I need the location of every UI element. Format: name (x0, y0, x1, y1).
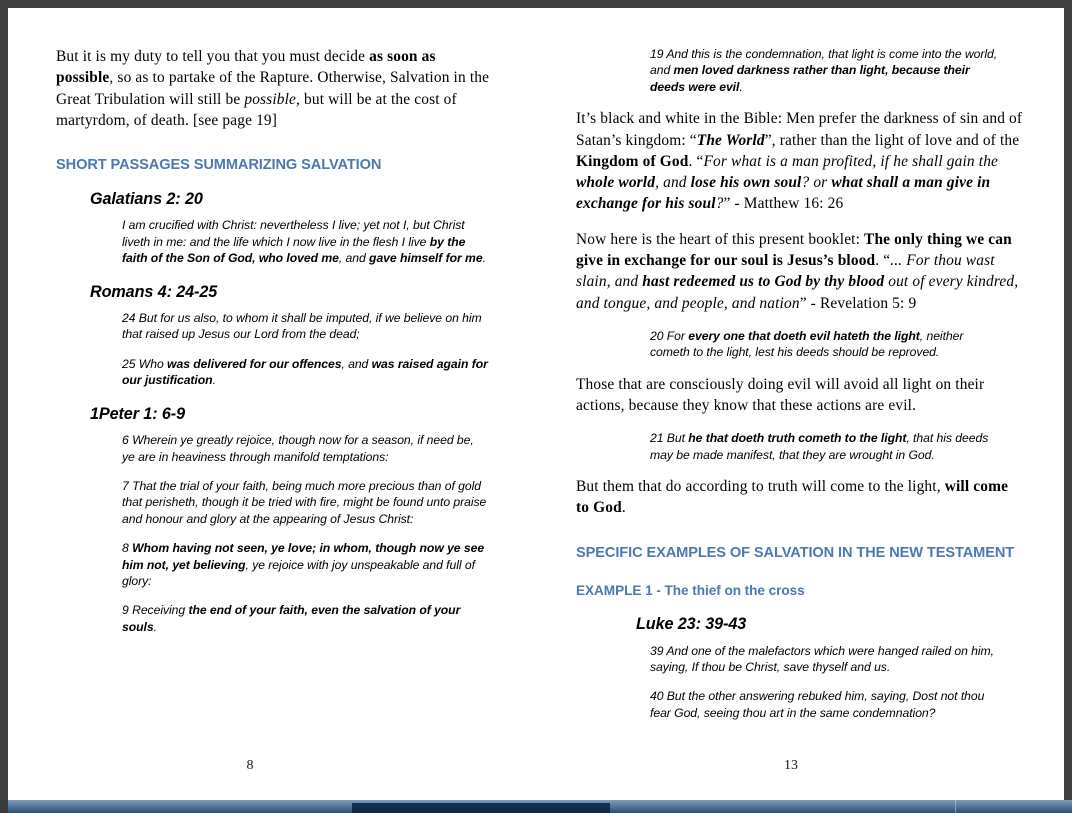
text-run: Those that are consciously doing evil will avoid all light on their actions, because they know that these actions are evil. (576, 375, 985, 414)
text-run: he that doeth truth cometh to the light (688, 431, 907, 446)
text-run: ? or (801, 174, 832, 192)
text-run: , and (341, 356, 372, 371)
body-paragraph (576, 374, 1024, 417)
text-run: 19 And this is the condemnation, that light is come into the world, and (650, 47, 998, 78)
text-run: , that his deeds may be made manifest, that they are wrought in God. (650, 431, 989, 462)
text-run: ? (715, 195, 724, 213)
text-run: 40 But the other answering rebuked him, saying, Dost not thou fear God, seeing thou art in the same condemnation? (650, 689, 985, 720)
text-run: But it is my duty to tell you that you must decide (56, 48, 370, 65)
text-run: possible (244, 90, 297, 108)
text-run: was raised again for our justification (122, 356, 488, 388)
taskbar-start-region[interactable] (0, 800, 8, 813)
scripture-verse (56, 432, 496, 465)
text-run: out of every kindred, and tongue, and people, and nation (576, 273, 1019, 312)
verse-group (56, 217, 496, 266)
taskbar[interactable] (0, 800, 1072, 813)
text-run: , neither cometh to the light, lest his deeds should be reproved. (650, 328, 964, 360)
subsection-heading-example-1: EXAMPLE 1 - The thief on the cross (576, 583, 805, 599)
scripture-verse (56, 310, 496, 343)
page-number-left: 8 (246, 758, 254, 773)
text-run: The only thing we can give in exchange for our soul is Jesus’s blood (576, 230, 1012, 269)
text-run: ... For thou wast slain, and (576, 252, 995, 291)
text-run: by the faith of the Son of God, who loved me (122, 234, 466, 266)
verse-group (56, 432, 496, 635)
scripture-reference: 1Peter 1: 6-9 (90, 404, 185, 423)
text-run: was delivered for our offences (167, 356, 342, 371)
text-run: ” - Revelation 5: 9 (799, 294, 917, 312)
text-run: ”, rather than the light of love and of the (764, 131, 1020, 149)
text-run: every one that doeth evil hateth the light (688, 328, 920, 343)
scripture-reference: Romans 4: 24-25 (90, 282, 218, 301)
scripture-verse (56, 356, 496, 389)
text-run: hast redeemed us to God by thy blood (642, 273, 885, 291)
page-right-body (576, 46, 1024, 761)
text-run: as soon as possible (56, 48, 436, 87)
text-run: 9 Receiving (122, 603, 189, 618)
scripture-list-left (56, 190, 496, 635)
text-run: gave himself for me (369, 251, 483, 266)
text-run: men loved darkness rather than light, because their deeds were evil (650, 63, 970, 94)
text-run: For what is a man profited, if he shall gain the (703, 152, 999, 170)
content-blocks-right (576, 46, 1024, 721)
scripture-verse (576, 643, 1024, 676)
scripture-verse (576, 430, 1024, 463)
text-run: Whom having not seen, ye love; in whom, though now ye see him not, yet believing (122, 541, 485, 572)
paper-spread (8, 8, 1064, 800)
text-run: ” - Matthew 16: 26 (723, 195, 844, 213)
taskbar-divider (955, 800, 956, 813)
body-paragraph (576, 476, 1024, 519)
text-run: , and (655, 174, 691, 192)
page-right (536, 8, 1064, 800)
intro-paragraph (56, 46, 496, 131)
scripture-verse (576, 46, 1024, 95)
text-run: 25 Who (122, 356, 168, 371)
scripture-verse (56, 478, 496, 527)
body-paragraph (576, 108, 1024, 214)
scripture-verse (56, 602, 496, 635)
text-run: . “ (875, 252, 891, 269)
body-paragraph (576, 229, 1024, 314)
scripture-verse (56, 217, 496, 266)
text-run: The World (696, 131, 765, 149)
text-run: Kingdom of God (576, 152, 689, 170)
verse-group (56, 310, 496, 389)
text-run: 39 And one of the malefactors which were hanged railed on him, saying, If thou be Christ, save thyself and us. (650, 643, 995, 674)
text-run: , so as to partake of the Rapture. Otherwise, Salvation in the Great Tribulation will still be (56, 69, 490, 108)
text-run: , and (338, 251, 370, 266)
taskbar-window-button[interactable] (352, 802, 610, 813)
scripture-reference: Galatians 2: 20 (90, 189, 203, 208)
text-run: , ye rejoice with joy unspeakable and full of glory: (122, 557, 475, 588)
text-run: It’s black and white in the Bible: Men prefer the darkness of sin and of Satan’s kingdom: “ (576, 110, 1023, 149)
scripture-verse (56, 540, 496, 589)
text-run: . (482, 251, 486, 266)
scripture-verse (576, 328, 1024, 361)
page-left (8, 8, 536, 800)
text-run: will come to God (576, 478, 1009, 517)
text-run: 8 (122, 541, 133, 556)
text-run: . (153, 619, 157, 634)
text-run: the end of your faith, even the salvation of your souls (122, 603, 461, 634)
text-run: what shall a man give in exchange for his soul (576, 174, 991, 213)
text-run: . (212, 373, 216, 388)
text-run: whole world (576, 174, 656, 192)
text-run: 7 That the trial of your faith, being much more precious than of gold that perisheth, though it be tried with fire, might be found unto praise and honour and glory at the appearing of Jesus Christ: (122, 478, 487, 526)
scripture-verse (576, 688, 1024, 721)
text-run: lose his own soul (690, 174, 802, 192)
text-run: 21 But (650, 431, 689, 446)
text-run: , but will be at the cost of martyrdom, of death. [see page 19] (56, 90, 457, 129)
text-run: Now here is the heart of this present booklet: (576, 230, 865, 248)
page-left-body (56, 46, 496, 761)
section-heading-specific-examples: SPECIFIC EXAMPLES OF SALVATION IN THE NEW TESTAMENT (576, 544, 1015, 561)
scripture-reference: Luke 23: 39-43 (636, 615, 747, 634)
section-heading-short-passages: SHORT PASSAGES SUMMARIZING SALVATION (56, 157, 382, 174)
text-run: 20 For (650, 328, 689, 343)
text-run: 6 Wherein ye greatly rejoice, though now for a season, if need be, ye are in heaviness through manifold temptations: (122, 433, 474, 464)
text-run: But them that do according to truth will come to the light, (576, 478, 945, 496)
text-run: 24 But for us also, to whom it shall be imputed, if we believe on him that raised up Jesus our Lord from the dead; (122, 311, 482, 342)
text-run: I am crucified with Christ: nevertheless I live; yet not I, but Christ liveth in me: and the life which I now live in the flesh I live (122, 218, 465, 249)
text-run: . (739, 79, 743, 94)
page-number-right: 13 (784, 758, 798, 773)
text-run: . “ (688, 152, 704, 170)
text-run: . (621, 499, 626, 517)
